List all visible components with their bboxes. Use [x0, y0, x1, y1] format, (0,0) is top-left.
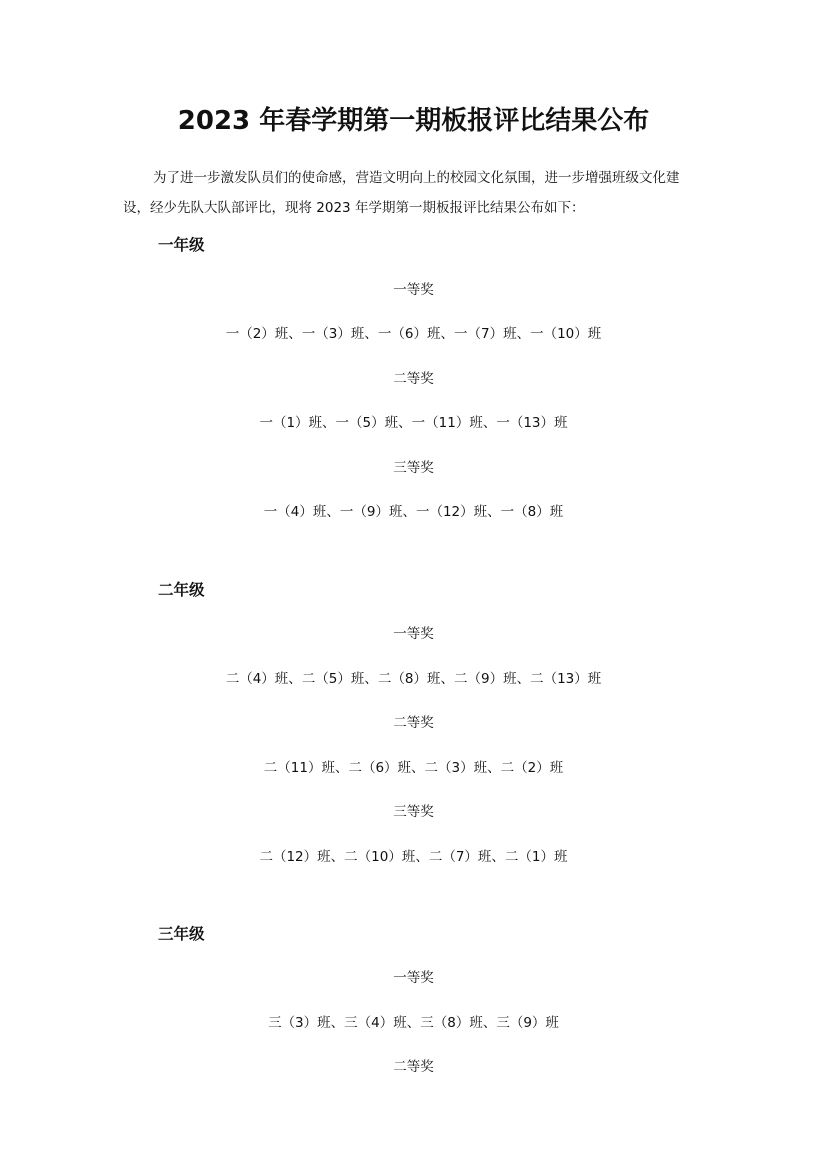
award-label: 三等奖 [393, 460, 434, 476]
award-label: 二等奖 [393, 371, 434, 387]
award-label: 一等奖 [393, 626, 434, 642]
document-title: 2023 年春学期第一期板报评比结果公布 [177, 106, 650, 136]
award-classes: 二（12）班、二（10）班、二（7）班、二（1）班 [259, 849, 568, 865]
award-label: 二等奖 [393, 715, 434, 731]
grade-heading-2: 二年级 [158, 581, 205, 599]
grade-heading-3: 三年级 [158, 925, 205, 943]
award-classes: 三（3）班、三（4）班、三（8）班、三（9）班 [268, 1015, 559, 1031]
award-classes: 一（4）班、一（9）班、一（12）班、一（8）班 [263, 504, 564, 520]
award-label: 二等奖 [393, 1059, 434, 1075]
award-classes: 二（4）班、二（5）班、二（8）班、二（9）班、二（13）班 [225, 671, 602, 687]
award-classes: 一（2）班、一（3）班、一（6）班、一（7）班、一（10）班 [225, 326, 602, 342]
award-classes: 二（11）班、二（6）班、二（3）班、二（2）班 [263, 760, 564, 776]
award-label: 一等奖 [393, 970, 434, 986]
grade-heading-1: 一年级 [158, 236, 205, 254]
award-label: 三等奖 [393, 804, 434, 820]
award-classes: 一（1）班、一（5）班、一（11）班、一（13）班 [259, 415, 568, 431]
award-label: 一等奖 [393, 282, 434, 298]
intro-paragraph: 为了进一步激发队员们的使命感，营造文明向上的校园文化氛围，进一步增强班级文化建设，经少先队大队部评比，现将 2023 年学期第一期板报评比结果公布如下： [123, 170, 680, 216]
